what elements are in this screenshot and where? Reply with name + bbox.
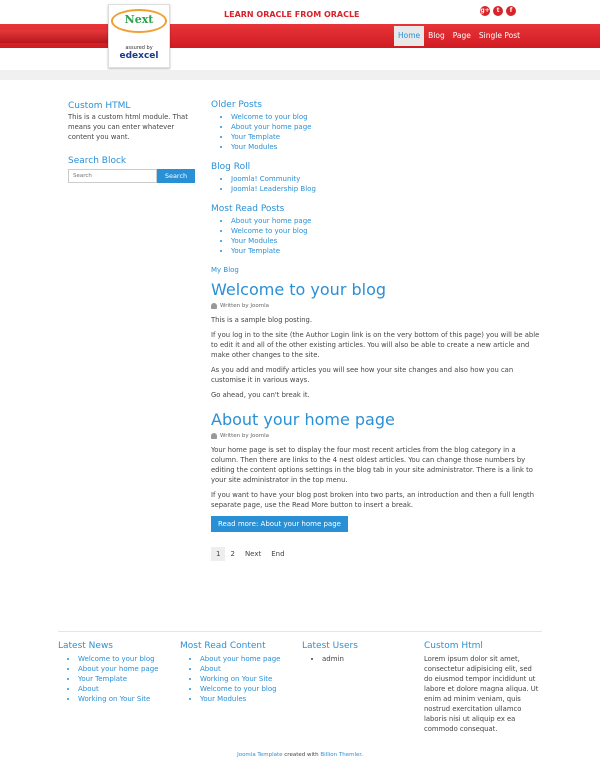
article-paragraph: Your home page is set to display the four most recent articles from the blog category in a column. Then there are links to the 4 nest oldest articles. You can change those numbers by editing the content options settings in the blog tab in your site administrator. There is a link to your site administrator in the top menu. (211, 446, 533, 484)
most-read-posts-list (211, 216, 541, 256)
list-item[interactable]: • Your Modules (231, 142, 541, 152)
footer-custom-html (424, 641, 539, 734)
google-plus-icon[interactable]: g+ (480, 7, 490, 14)
list-item[interactable]: • Welcome to your blog (231, 226, 541, 236)
credit-text: created with (282, 752, 321, 758)
nav-page[interactable]: Page (452, 31, 471, 40)
page-2[interactable]: 2 (230, 550, 235, 558)
social-links (480, 6, 516, 16)
list-item[interactable]: • Joomla! Community (231, 174, 541, 184)
list-item[interactable]: • Working on Your Site (200, 674, 295, 684)
blog-roll-title: Blog Roll (211, 162, 251, 172)
page-1[interactable]: 1 (211, 547, 225, 561)
article-paragraph: This is a sample blog posting. (211, 316, 313, 324)
footer-custom-html-text: Lorem ipsum dolor sit amet, consectetur adipisicing elit, sed do eiusmod tempor incididunt ut labore et dolore magna aliqua. Ut enim ad minim veniam, quis nostrud exercitation ullamco laboris nisi ut aliquip ex ea commodo consequat. (424, 655, 539, 733)
older-posts-title: Older Posts (211, 100, 262, 110)
custom-html-title: Custom HTML (68, 101, 131, 111)
list-item[interactable]: • About (78, 684, 173, 694)
article-title[interactable]: Welcome to your blog (211, 280, 387, 299)
breadcrumb[interactable]: My Blog (211, 266, 239, 274)
search-button[interactable]: Search (157, 169, 195, 183)
list-item[interactable]: • About your home page (231, 216, 541, 226)
most-read-posts-title: Most Read Posts (211, 204, 285, 214)
article-author: Written by Joomla (220, 433, 270, 439)
footer-credit (0, 752, 600, 758)
article-paragraph: If you log in to the site (the Author Login link is on the very bottom of this page) you will be able to edit it and all of the other existing articles. You will also be able to create a new article and make other changes to the site. (211, 331, 540, 359)
list-item[interactable]: • About (200, 664, 295, 674)
footer-latest-news (58, 641, 173, 704)
list-item[interactable]: • Joomla! Leadership Blog (231, 184, 541, 194)
footer-custom-html-title: Custom Html (424, 641, 483, 651)
list-item[interactable]: • Welcome to your blog (200, 684, 295, 694)
list-item[interactable]: • Your Modules (231, 236, 541, 246)
article-paragraph: As you add and modify articles you will see how your site changes and also how you can customise it in various ways. (211, 366, 514, 384)
search-input[interactable] (68, 169, 157, 183)
list-item[interactable]: • About your home page (200, 654, 295, 664)
list-item[interactable]: • Working on Your Site (78, 694, 173, 704)
sidebar (68, 101, 198, 183)
header-shadow-bar (0, 70, 600, 80)
most-read-content-title: Most Read Content (180, 641, 266, 651)
article-meta (211, 433, 541, 439)
facebook-icon[interactable]: f (506, 6, 516, 16)
user-icon (211, 433, 217, 439)
article-author: Written by Joomla (220, 303, 270, 309)
logo-brand-text: edexcel (119, 51, 159, 61)
site-header (0, 0, 600, 70)
article-paragraph: If you want to have your blog post broken into two parts, an introduction and then a full length separate page, use the Read More button to insert a break. (211, 491, 535, 509)
article-welcome (211, 280, 541, 400)
footer-most-read (180, 641, 295, 704)
list-item[interactable]: • About your home page (231, 122, 541, 132)
list-item[interactable]: • Welcome to your blog (78, 654, 173, 664)
article-meta (211, 303, 541, 309)
latest-news-title: Latest News (58, 641, 113, 651)
logo-assured-text: assured by (125, 45, 153, 51)
list-item[interactable]: • Welcome to your blog (231, 112, 541, 122)
list-item[interactable]: • Your Template (78, 674, 173, 684)
nav-home[interactable]: Home (394, 26, 424, 46)
joomla-template-link[interactable]: Joomla Template (237, 752, 283, 758)
search-form (68, 169, 198, 183)
footer-latest-users (302, 641, 417, 664)
list-item[interactable]: • Your Template (231, 132, 541, 142)
list-item[interactable]: • Your Modules (200, 694, 295, 704)
page-next[interactable]: Next (244, 550, 262, 558)
user-icon (211, 303, 217, 309)
custom-html-text: This is a custom html module. That means you can enter whatever content you want. (68, 113, 188, 141)
list-item[interactable]: • Your Template (231, 246, 541, 256)
nav-single-post[interactable]: Single Post (478, 31, 521, 40)
main-nav (394, 26, 524, 46)
main-content (211, 100, 541, 561)
site-logo[interactable] (108, 4, 170, 68)
article-title[interactable]: About your home page (211, 410, 395, 429)
blog-roll-list (211, 174, 541, 194)
article-home-page (211, 410, 541, 532)
credit-end: . (361, 752, 363, 758)
older-posts-list (211, 112, 541, 152)
list-item[interactable]: • About your home page (78, 664, 173, 674)
latest-users-title: Latest Users (302, 641, 358, 651)
footer-divider (58, 631, 542, 632)
site-tagline: LEARN ORACLE FROM ORACLE (224, 10, 360, 19)
themler-link[interactable]: Billion Themler (320, 752, 362, 758)
list-item: • admin (322, 654, 417, 664)
article-paragraph: Go ahead, you can't break it. (211, 391, 310, 399)
search-block-title: Search Block (68, 156, 127, 166)
logo-next-word: Next (111, 9, 167, 33)
twitter-icon[interactable]: t (493, 6, 503, 16)
read-more-button[interactable]: Read more: About your home page (211, 516, 348, 532)
page-end[interactable]: End (271, 550, 285, 558)
header-left-ribbon (0, 30, 112, 43)
pagination (211, 547, 541, 561)
nav-blog[interactable]: Blog (428, 31, 445, 40)
